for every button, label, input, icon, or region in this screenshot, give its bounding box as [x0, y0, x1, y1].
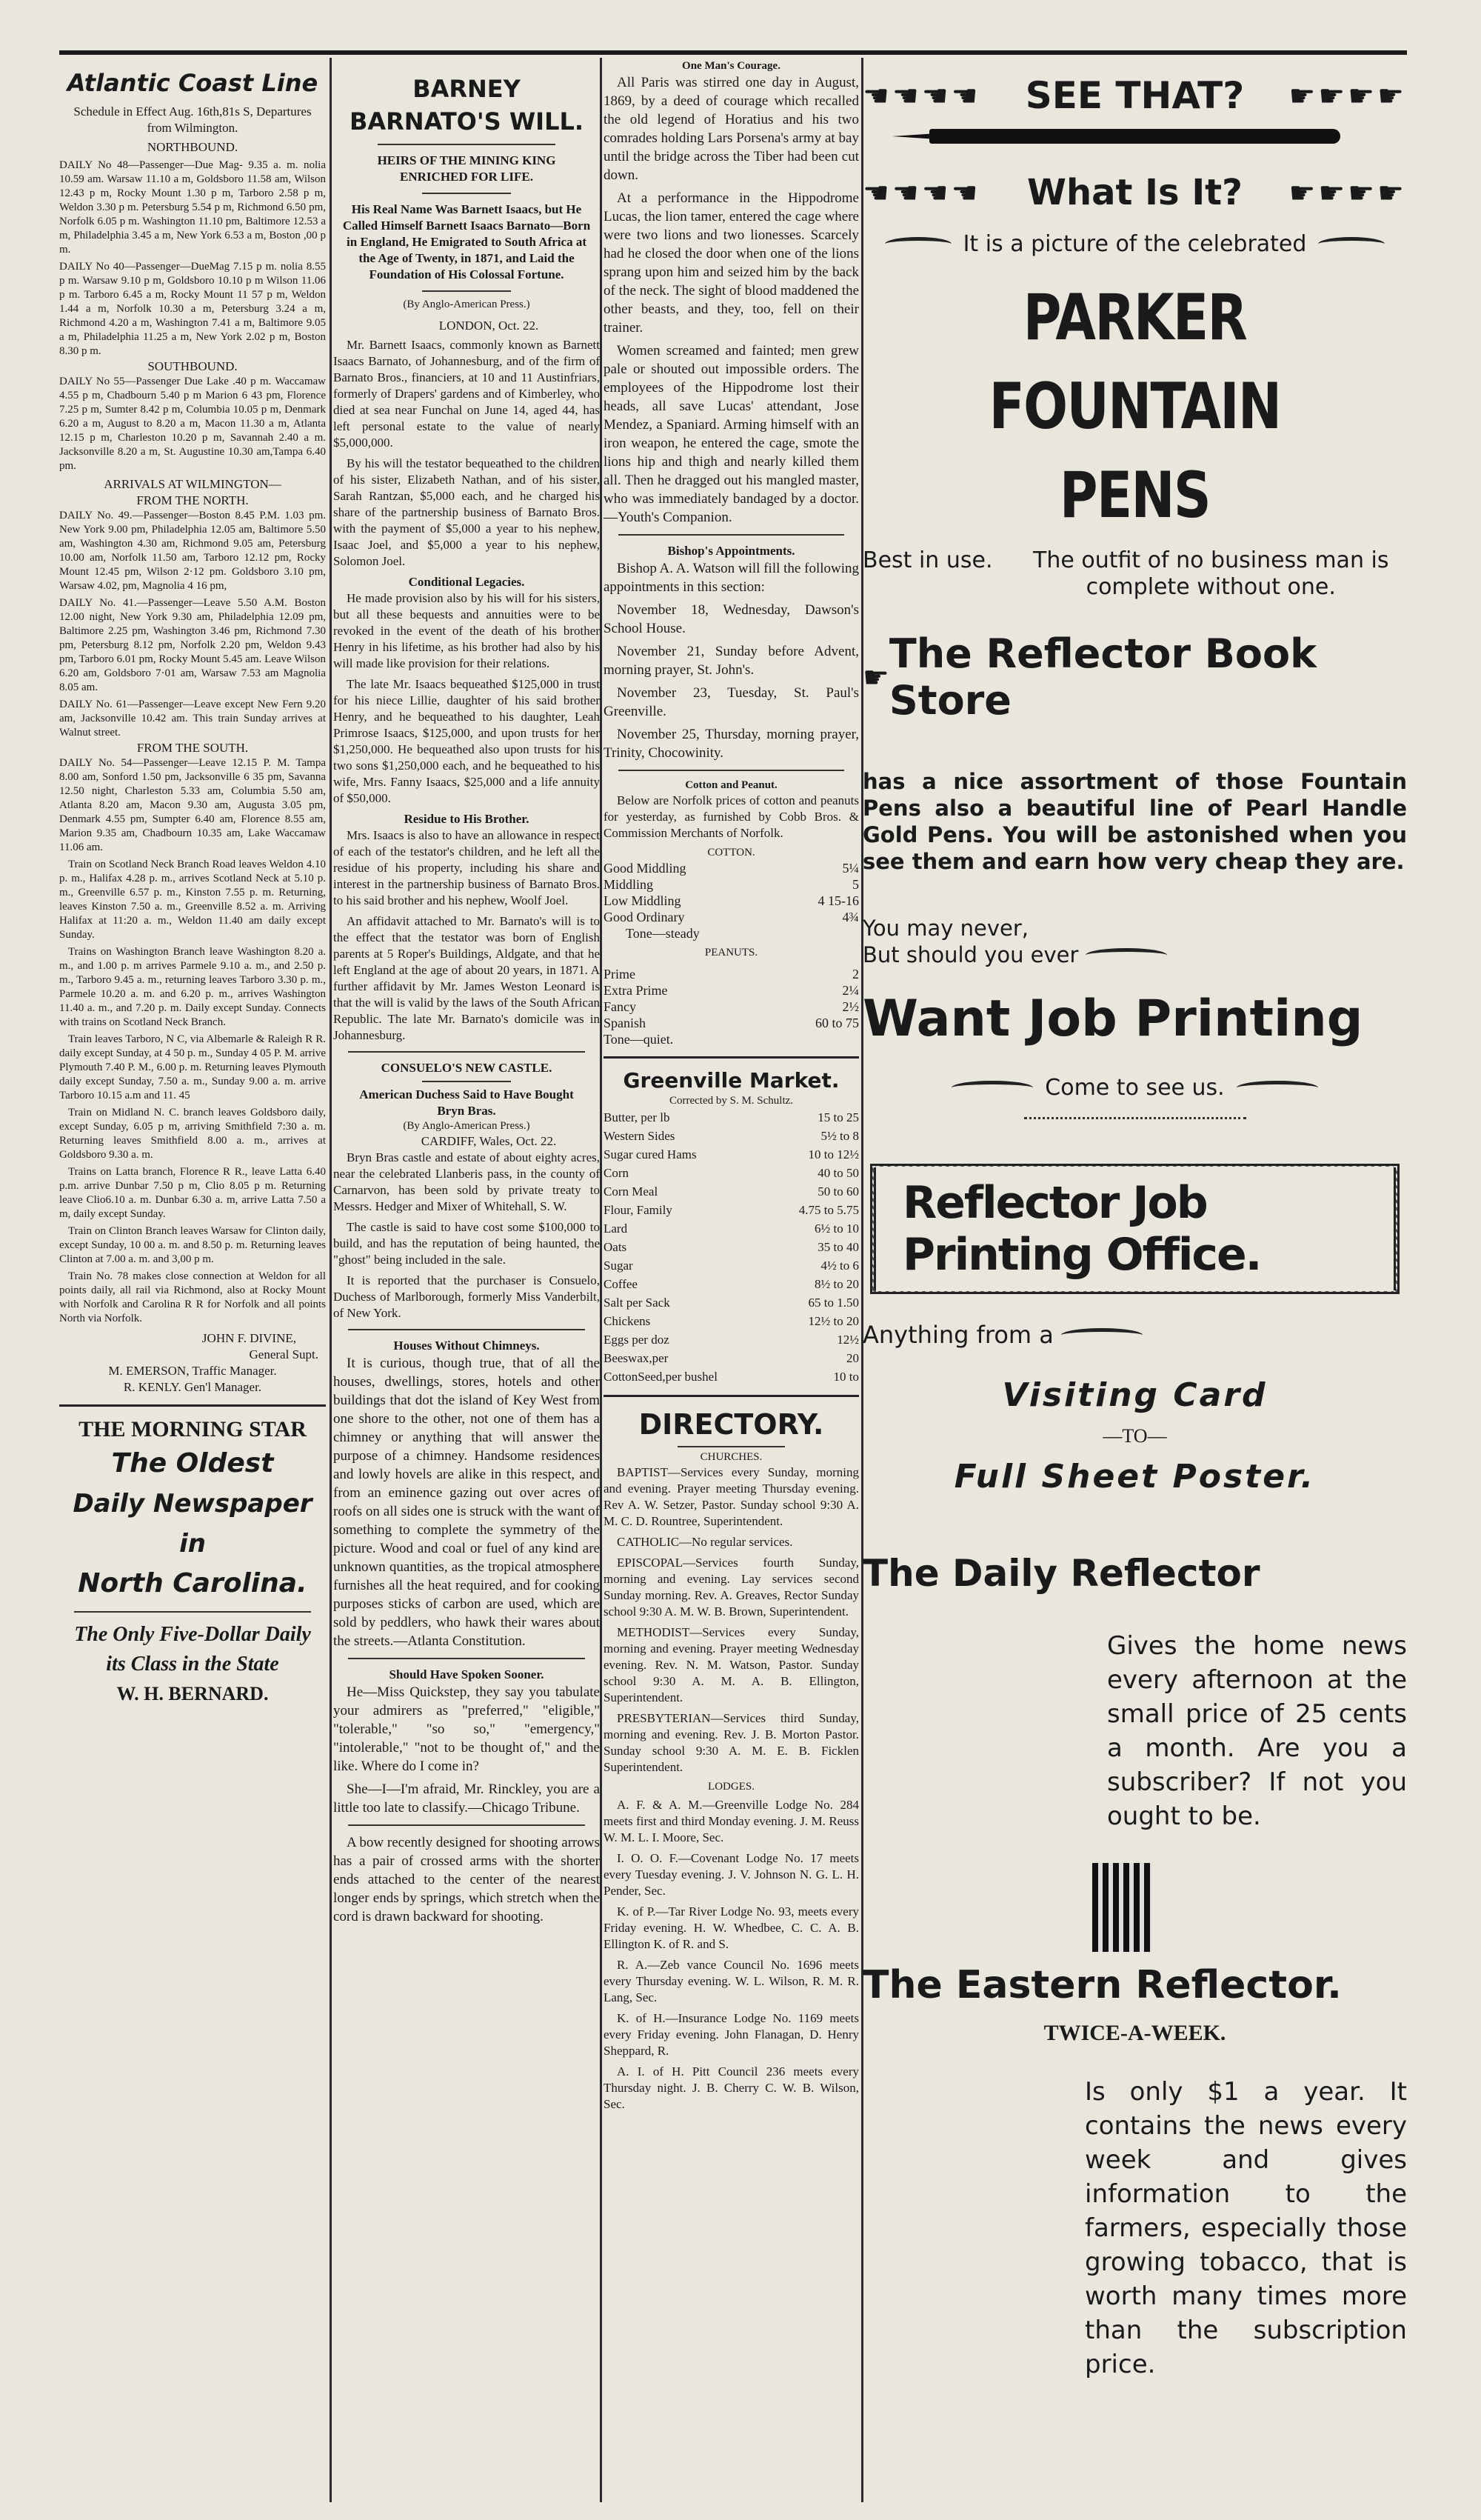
divider — [1024, 1117, 1246, 1119]
picture-line — [863, 231, 1407, 257]
morning-star-oldest: The Oldest — [111, 1448, 274, 1479]
pointing-hand-icon: ☛ — [863, 660, 889, 694]
divider — [618, 770, 844, 771]
see-that-banner — [863, 74, 1407, 117]
table-row: Butter, per lb 15 to 25 — [604, 1110, 859, 1124]
article-bishop — [604, 559, 859, 762]
article-paragraph: Mr. Barnett Isaacs, commonly known as Barnett Isaacs Barnato, of Johannesburg, and of the firm of Barnato Bros., financiers, at 10 and 11 Austinfriars, formerly of Drapers' gardens and of Kimberley, who died at sea near Funchal on June 14, aged 44, has left personal estate to the value of nearly $5,000,000. — [333, 338, 600, 450]
job-printing-office: Reflector Job Printing Office. — [876, 1167, 1394, 1291]
list-item: METHODIST—Services every Sunday, morning and evening. Prayer meeting Wednesday evening. Rev. N. M. Watson, Pastor. Sunday school 9:30 A. M. A. B. Ellington, Superintendent. — [604, 1625, 859, 1704]
never-line-2-row — [863, 941, 1407, 968]
article-paragraph: The castle is said to have cost some $100,000 to build, and has the reputation of being haunted, the "ghost" being included in the sale. — [333, 1220, 600, 1267]
daily-reflector-body: Gives the home news every afternoon at the small price of 25 cents a month. Are you a subscriber? If not you ought to be. — [1107, 1631, 1407, 1831]
schedule-entry: DAILY No. 54—Passenger—Leave 12.15 P. M. Tampa 8.00 am, Sonford 1.50 pm, Jacksonville 6 35 pm, Savanna 12.50 night, Charleston 5.33 am, Columbia 5.50 am, Atlanta 8.20 am, Macon 9.30 am, Augusta 3.05 pm, Denmark 4.55 pm, Sumpter 6.40 am, Florence 8.55 am, Marion 9.35 am, Chadbourn 10.35 am, Lake Waccamaw 11.06 am. — [59, 757, 326, 853]
flourish-icon — [1237, 1081, 1318, 1095]
branch-paragraph: Train on Midland N. C. branch leaves Goldsboro daily, except Sunday, 6.05 p m, arriving Smithfield 7:30 a. m. Returning leaves Smithfield 8.00 a. m., arrives at Goldsboro 9.30 a. m. — [59, 1107, 326, 1161]
branch-paragraph: Train on Clinton Branch leaves Warsaw for Clinton daily, except Sunday, 10 00 a. m. and 8.50 p. m. Returning leaves Clinton at 7.00 a. m. and 3,00 p m. — [59, 1225, 326, 1265]
table-row: Tone—quiet. — [604, 1032, 674, 1047]
signature: General Supt. — [249, 1347, 318, 1361]
market-intro: Below are Norfolk prices of cotton and peanuts for yesterday, as furnished by Cobb Bros. & Commission Merchants of Norfolk. — [604, 793, 859, 840]
schedule-entry: DAILY No 48—Passenger—Due Mag- 9.35 a. m. nolia 10.59 am. Warsaw 11.10 a m, Goldsboro 11.58 am, Wilson 12.43 p m, Rocky Mount 1.30 p m, Tarboro 2.58 p m, Weldon 3.30 p m. Petersburg 5.54 p m, Richmond 6.50 pm, Norfolk 6.05 p m. Washington 11.10 pm, Baltimore 12.53 a m, Philadelphia 3.45 a m, New York 6.53 a m, Boston ,00 p m. — [59, 159, 326, 256]
table-row: Sugar cured Hams 10 to 12½ — [604, 1147, 859, 1161]
book-store-body: has a nice assortment of those Fountain Pens also a beautiful line of Pearl Handle Gold Pens. You will be astonished when you see them and earn how very cheap they are. — [863, 769, 1407, 874]
headline-greenville-market: Greenville Market. — [623, 1068, 840, 1093]
flourish-icon — [1061, 1328, 1143, 1342]
article-paragraph: All Paris was stirred one day in August, 1869, by a deed of courage which recalled the old legend of Horatius and his two comrades holding Lars Porsena's army at bay until the bridge across the Tiber had been cut down. — [604, 75, 859, 183]
pointing-hand-icon: ☛☛☛☛ — [1288, 79, 1407, 113]
fountain-pen-icon — [877, 123, 1392, 150]
article-paragraph: He made provision also by his will for his sisters, but all these bequests and annuities were to be revoked in the event of the death of his brother Henry in his lifetime, as his brother had also by his will made like provision for their relations. — [333, 591, 600, 670]
table-row: CottonSeed,per bushel 10 to — [604, 1370, 859, 1384]
market-table — [604, 1108, 859, 1386]
arrivals-heading: ARRIVALS AT WILMINGTON— — [104, 477, 281, 491]
column-news — [333, 59, 600, 1930]
list-item: PRESBYTERIAN—Services third Sunday, morning and evening. Rev. J. B. Morton Pastor. Sunday school 9:30 A. M. E. B. Ficklen Superintendent. — [604, 1711, 859, 1774]
peanuts-table — [604, 966, 859, 1047]
morning-star-daily: Daily Newspaper in — [73, 1489, 312, 1559]
cotton-table — [604, 860, 859, 941]
never-line-2: But should you ever — [863, 942, 1079, 967]
list-item: K. of H.—Insurance Lodge No. 1169 meets every Friday evening. John Flanagan, D. Henry Sheppard, R. — [604, 2011, 859, 2058]
see-that-text: SEE THAT? — [1025, 74, 1245, 117]
decorative-ornament — [1092, 1863, 1151, 1952]
come-to-see: Come to see us. — [1045, 1075, 1225, 1101]
branch-paragraph: Train leaves Tarboro, N C, via Albemarle & Raleigh R R. daily except Sunday, at 4 50 p. m., Sunday 4 05 P. M. arrive Plymouth 7.40 P. M., 6.00 p. m. Returning leaves Plymouth daily except Sunday, 7.50 a. m., Sunday 9.00 a. m. arrive Tarboro 10.15 a.m and 11. 45 — [59, 1033, 326, 1101]
subheadline-barnato: HEIRS OF THE MINING KING ENRICHED FOR LIFE. — [377, 153, 556, 184]
table-row: Prime 2 — [604, 967, 859, 981]
list-item: I. O. O. F.—Covenant Lodge No. 17 meets every Tuesday evening. J. V. Johnson N. G. L. H. Pender, Sec. — [604, 1851, 859, 1898]
railroad-title: Atlantic Coast Line — [67, 69, 318, 97]
eastern-reflector-body: Is only $1 a year. It contains the news every week and gives information to the farmers, especially those growing tobacco, that is worth many times more than the subscription price. — [1085, 2077, 1407, 2379]
table-row: Extra Prime 2¼ — [604, 983, 859, 998]
signature: JOHN F. DIVINE, — [201, 1331, 296, 1345]
branch-paragraph: Trains on Washington Branch leave Washington 8.20 a. m., and 1.00 p. m arrives Parmele 9.10 a. m., and 2.50 p. m., Tarboro 9.45 a. m., returning leaves Tarboro 3.30 p. m., Parmele 10.20 a. m. and 6.20 p. m., arrives Washington 11.40 a. m., and 7.20 p. m. Daily except Sunday. Connects with trains on Scotland Neck Branch. — [59, 946, 326, 1028]
list-item: BAPTIST—Services every Sunday, morning and evening. Prayer meeting Thursday evening. Rev A. W. Setzer, Pastor. Sunday school 9:30 A. M. C. D. Rountree, Superintendent. — [604, 1465, 859, 1528]
parker-fountain-pens: PARKER FOUNTAIN PENS — [989, 281, 1281, 533]
article-subhead: Residue to His Brother. — [404, 812, 529, 826]
schedule-entry: DAILY No. 49.—Passenger—Boston 8.45 P.M. 1.03 pm. New York 9.00 pm, Philadelphia 12.05 am, Baltimore 5.50 am, Washington 4.30 am, Richmond 9.05 am, Petersburg 10.00 am, Norfolk 11.50 am, Tarboro 12.12 pm, Rocky Mount 12.45 pm, Wilson 2·12 pm. Goldsboro 3.10 pm, Warsaw 4.02, pm, Magnolia 4 16 pm, — [59, 510, 326, 592]
best-in-use-block — [863, 547, 1407, 601]
directory-lodges — [604, 1797, 859, 2113]
to-text: —TO— — [1103, 1425, 1167, 1447]
pointing-hand-icon: ☛☛☛☛ — [1288, 176, 1407, 210]
peanuts-heading: PEANUTS. — [704, 947, 758, 959]
divider — [678, 1446, 785, 1447]
schedule-entry: DAILY No. 41.—Passenger—Leave 5.50 A.M. Boston 12.00 night, New York 9.30 am, Philadelphia 12.09 pm, Baltimore 2.25 pm, Washington 3.46 pm, Richmond 7.30 pm, Petersburg 8.12 pm, Norfolk 2.20 pm, Weldon 9.43 pm, Tarboro 6.01 pm, Rocky Mount 5.45 am. Leave Wilson 6.20 am, Goldsboro 7·01 am, Warsaw 7.53 am Magnolia 8.05 am. — [59, 597, 326, 693]
article-paragraph: It is curious, though true, that of all the houses, dwellings, stores, hotels and other buildings that dot the island of Key West from one shore to the other, not one of them has a chimney or anything that will answer the purpose of a chimney. Handsome residences and lowly hovels are alike in this respect, and from an eminence gazing out over acres of roofs on all sides one is struck with the want of something to complete the symmetry of the picture. Wood and coal or fuel of any kind are unknown quantities, as the tropical atmosphere furnishes all the heat required, and for cooking purposes sticks of carbon are used, which are sold by peddlers, who hawk their wares about the streets.—Atlanta Constitution. — [333, 1356, 600, 1649]
table-row: Low Middling 4 15-16 — [604, 893, 859, 908]
divider — [348, 1824, 585, 1826]
article-paragraph: By his will the testator bequeathed to the children of his sister, Elizabeth Nathan, and of his sister, Sarah Rantzan, $5,000 each, and he charged his share of the partnership business of Barnato Bros. with the payment of $5,000 a year to his nephew, Isaac Joel, and $5,000 a year to his nephew, Solomon Joel. — [333, 456, 600, 568]
headline-directory: DIRECTORY. — [638, 1408, 824, 1441]
article-paragraph: November 21, Sunday before Advent, morning prayer, St. John's. — [604, 644, 859, 678]
cotton-heading: COTTON. — [707, 847, 755, 859]
article-consuelo — [333, 1150, 600, 1321]
pointing-hand-icon: ☚☚☚☚ — [863, 79, 981, 113]
article-paragraph: He—Miss Quickstep, they say you tabulate your admirers as "preferred," "eligible," "tolerable," "so so," "emergency," "intolerable," "not to be thought of," and the like. Where do I come in? — [333, 1684, 600, 1774]
headline-chimneys: Houses Without Chimneys. — [393, 1339, 540, 1353]
twice-a-week: TWICE-A-WEEK. — [1043, 2021, 1226, 2045]
market-corrected-by: Corrected by S. M. Schultz. — [669, 1095, 794, 1107]
column-rule — [330, 58, 332, 2502]
divider — [74, 1611, 311, 1613]
list-item: EPISCOPAL—Services fourth Sunday, morning and evening. Lay services second Sunday morning. Rev. A. Greaves, Rector Sunday school 9:30 A. M. W. B. Brown, Superintendent. — [604, 1556, 859, 1619]
divider — [59, 1404, 326, 1407]
dateline: CARDIFF, Wales, Oct. 22. — [421, 1134, 557, 1148]
article-paragraph: It is reported that the purchaser is Consuelo, Duchess of Marlborough, formerly Miss Vanderbilt, of New York. — [333, 1273, 600, 1320]
anything-text: Anything from a — [863, 1321, 1054, 1349]
article-paragraph: Women screamed and fainted; men grew pale or shouted out impossible orders. The employees of the Hippodrome lost their heads, all save Lucas' attendant, Jose Mendez, a Spaniard. Arming himself with an iron weapon, he entered the cage, smote the lions hip and thigh and nearly killed them all. Then he dragged out his mangled master, who was immediately bandaged by a doctor.—Youth's Companion. — [604, 343, 859, 525]
visiting-card: Visiting Card — [1002, 1376, 1268, 1414]
from-south-heading: FROM THE SOUTH. — [136, 741, 249, 755]
branch-paragraph: Trains on Latta branch, Florence R R., leave Latta 6.40 p.m. arrive Dunbar 7.50 p m, Clio 8.05 p m. Returning leave Clio6.10 a. m. Dunbar 6.30 a. m, arrive Latta 7.50 a m, daily except Sunday. — [59, 1166, 326, 1220]
table-row: Fancy 2½ — [604, 999, 859, 1014]
article-paragraph: The late Mr. Isaacs bequeathed $125,000 in trust for his niece Lillie, daughter of his said brother Henry, and he bequeathed to his daughter, Leah Primrose Isaacs, $125,000, and upon trusts for her $1,250,000. He bequeathed also upon trusts for his two sons $1,250,000 each, and he bequeathed to his wife, Mrs. Fanny Isaacs, $25,000 and a life annuity of $50,000. — [333, 677, 600, 805]
article-paragraph: November 18, Wednesday, Dawson's School House. — [604, 602, 859, 636]
press-credit: (By Anglo-American Press.) — [403, 1120, 530, 1132]
flourish-icon — [1318, 237, 1385, 251]
headline-cotton-peanut: Cotton and Peanut. — [685, 779, 778, 791]
pointing-hand-icon: ☚☚☚☚ — [863, 176, 981, 210]
list-item: A. F. & A. M.—Greenville Lodge No. 284 meets first and third Monday evening. J. M. Reuss W. M. L. I. Moore, Sec. — [604, 1798, 859, 1844]
lodges-heading: LODGES. — [708, 1781, 755, 1793]
article-paragraph: Bryn Bras castle and estate of about eighty acres, near the celebrated Llanberis pass, in the county of Carnarvon, has been sold by private treaty to Messrs. Hedger and Mixer of Whitehall, S. W. — [333, 1150, 600, 1213]
schedule-notice: Schedule in Effect Aug. 16th,81s S, Departures from Wilmington. — [73, 104, 312, 135]
morning-star-title: THE MORNING STAR — [78, 1417, 307, 1441]
dateline: LONDON, Oct. 22. — [438, 319, 539, 333]
table-row: Good Ordinary 4¾ — [604, 910, 859, 924]
article-barnato — [333, 337, 600, 1044]
headline-consuelo: CONSUELO'S NEW CASTLE. — [381, 1061, 552, 1075]
deck-barnato: His Real Name Was Barnett Isaacs, but He Called Himself Barnett Isaacs Barnato—Born in England, He Emigrated to South Africa at the Age of Twenty, in 1871, and Laid the Foundation of His Colossal Fortune. — [342, 202, 591, 281]
headline-bishop: Bishop's Appointments. — [667, 544, 795, 558]
come-to-see-row — [863, 1075, 1407, 1101]
what-is-it-banner — [863, 172, 1407, 213]
picture-text: It is a picture of the celebrated — [963, 231, 1307, 257]
churches-heading: CHURCHES. — [700, 1451, 763, 1463]
subheadline-consuelo: American Duchess Said to Have Bought Bryn Bras. — [359, 1087, 574, 1118]
column-railroad-schedule — [59, 59, 326, 1709]
table-row: Salt per Sack 65 to 1.50 — [604, 1296, 859, 1310]
morning-star-signature: W. H. BERNARD. — [116, 1683, 269, 1704]
article-paragraph: A bow recently designed for shooting arrows has a pair of crossed arms with the shorter ends attached to the center of the nearest longer ends by springs, which stretch when the cord is drawn backward for shooting. — [333, 1835, 600, 1924]
table-row: Good Middling 5¼ — [604, 861, 859, 876]
morning-star-only: The Only Five-Dollar Daily — [74, 1623, 311, 1646]
what-is-it-text: What Is It? — [1027, 172, 1243, 213]
divider — [378, 144, 555, 145]
flourish-icon — [885, 237, 952, 251]
morning-star-class: its Class in the State — [106, 1653, 279, 1676]
divider — [618, 534, 844, 536]
headline-courage: One Man's Courage. — [682, 60, 780, 72]
morning-star-nc: North Carolina. — [78, 1568, 307, 1599]
job-printing-office-box — [870, 1164, 1400, 1294]
daily-reflector-title: The Daily Reflector — [863, 1552, 1260, 1595]
article-paragraph: At a performance in the Hippodrome Lucas, the lion tamer, entered the cage where were two lions and two lionesses. Scarcely had he closed the door when one of the lions sprang upon him and seized him by the back of the neck. The sight of blood maddened the other beasts, and they, too, fell on their trainer. — [604, 190, 859, 336]
full-sheet-poster: Full Sheet Poster. — [954, 1458, 1316, 1496]
book-store-banner — [863, 630, 1407, 724]
never-line-1: You may never, — [863, 916, 1029, 941]
column-local — [604, 59, 859, 2117]
table-row: Chickens 12½ to 20 — [604, 1314, 859, 1328]
table-row: Oats 35 to 40 — [604, 1240, 859, 1254]
table-row: Corn Meal 50 to 60 — [604, 1184, 859, 1199]
table-row: Eggs per doz 12½ — [604, 1333, 859, 1347]
column-rule — [600, 58, 602, 2502]
table-row: Flour, Family 4.75 to 5.75 — [604, 1203, 859, 1217]
article-paragraph: November 25, Thursday, morning prayer, Trinity, Chocowinity. — [604, 727, 859, 761]
table-row: Coffee 8½ to 20 — [604, 1277, 859, 1291]
book-store-title: The Reflector Book Store — [889, 630, 1317, 724]
southbound-heading: SOUTHBOUND. — [147, 359, 238, 373]
table-row: Sugar 4½ to 6 — [604, 1259, 859, 1273]
table-row: Lard 6½ to 10 — [604, 1221, 859, 1236]
table-row: Western Sides 5½ to 8 — [604, 1129, 859, 1143]
schedule-entry: DAILY No 55—Passenger Due Lake .40 p m. Waccamaw 4.55 p m, Chadbourn 5.40 p m Marion 6 43 pm, Florence 7.25 p m, Sumter 8.42 p m, Columbia 10.05 p m, Denmark 6.20 a m, August to 8.20 a m, Macon 11.30 a m, Atlanta 12.15 p m, Charleston 10.20 p m, Savannah 2.40 a m. Jacksonville 8.20 a m, St. Augustine 10.30 am,Tampa 6.40 pm. — [59, 376, 326, 472]
table-row: Beeswax,per 20 — [604, 1351, 859, 1365]
list-item: K. of P.—Tar River Lodge No. 93, meets every Friday evening. H. W. Whedbee, C. C. A. B. Ellington K. of R. and S. — [604, 1904, 859, 1951]
article-paragraph: Bishop A. A. Watson will fill the following appointments in this section: — [604, 561, 859, 595]
divider — [422, 193, 511, 194]
northbound-heading: NORTHBOUND. — [147, 140, 238, 154]
article-paragraph: An affidavit attached to Mr. Barnato's will is to the effect that the testator was born of English parents at 5 Roper's Buildings, Aldgate, and that he left England at the age of about 20 years, in 1871. A further affidavit by Mr. James Weston Leonard is that the will is valid by the laws of the South African Republic. The late Mr. Barnato's domicile was in Johannesburg. — [333, 914, 600, 1042]
article-paragraph: Mrs. Isaacs is also to have an allowance in respect of each of the testator's children, and he left all the residue of his property, including his share and interest in the partnership business of Barnato Bros. to his said brother and his nephew, Woolf Joel. — [333, 828, 600, 907]
divider — [422, 1081, 511, 1082]
best-in-use: Best in use. — [863, 547, 993, 573]
table-row: Tone—steady — [626, 926, 700, 941]
article-subhead: Conditional Legacies. — [408, 575, 525, 589]
from-north-heading: FROM THE NORTH. — [136, 493, 249, 507]
signature: M. EMERSON, Traffic Manager. — [108, 1364, 277, 1378]
headline-barnato: BARNEY BARNATO'S WILL. — [349, 75, 584, 136]
schedule-entry: DAILY No. 61—Passenger—Leave except New Fern 9.20 am, Jacksonville 10.42 am. This train Sunday arrives at Walnut street. — [59, 699, 326, 739]
schedule-entry: DAILY No 40—Passenger—DueMag 7.15 p m. nolia 8.55 p m. Warsaw 9.10 p m, Goldsboro 10.10 p m Wilson 11.06 p m. Tarboro 6.45 a m, Rocky Mount 11 57 p m, Weldon 1.44 a m, Norfolk 10.30 a m, Petersburg 3.24 a m, Richmond 4.20 a m, Washington 7.41 a m, Baltimore 9.05 a m, Philadelphia 11.25 a m, New York 2.02 p m, Boston 8.30 p m. — [59, 261, 326, 357]
article-courage — [604, 73, 859, 527]
list-item: R. A.—Zeb vance Council No. 1696 meets every Thursday evening. W. L. Wilson, R. M. R. Lang, Sec. — [604, 1958, 859, 2004]
top-rule — [59, 50, 1407, 55]
table-row: Middling 5 — [604, 877, 859, 892]
flourish-icon — [952, 1081, 1033, 1095]
divider — [348, 1329, 585, 1330]
article-paragraph: November 23, Tuesday, St. Paul's Greenville. — [604, 685, 859, 719]
article-paragraph: She—I—I'm afraid, Mr. Rinckley, you are a little too late to classify.—Chicago Tribune. — [333, 1781, 600, 1816]
table-row: Spanish 60 to 75 — [604, 1016, 859, 1030]
column-advertisements — [863, 59, 1407, 2381]
eastern-reflector-title: The Eastern Reflector. — [863, 1963, 1342, 2007]
list-item: A. I. of H. Pitt Council 236 meets every Thursday night. J. B. Cherry C. W. B. Wilson, Sec. — [604, 2064, 859, 2111]
table-row: Corn 40 to 50 — [604, 1166, 859, 1180]
branch-paragraph: Train on Scotland Neck Branch Road leaves Weldon 4.10 p. m., Halifax 4.28 p. m., arrives Scotland Neck at 5.10 p. m., Greenville 6.57 p. m., Kinston 7.55 p. m. Returning, leaves Kinston 7.50 a. m., Greenville 8.52 a. m. Arriving Halifax at 11:20 a. m., Weldon 11.40 am daily except Sunday. — [59, 859, 326, 941]
divider — [604, 1395, 859, 1397]
flourish-icon — [1086, 948, 1167, 962]
branch-paragraph: Train No. 78 makes close connection at Weldon for all points daily, all rail via Richmond, also at Rocky Mount with Norfolk and Carolina R R for Norfolk and all points North via Norfolk. — [59, 1270, 326, 1324]
divider — [604, 1056, 859, 1059]
divider — [348, 1658, 585, 1659]
divider — [422, 290, 511, 292]
directory-churches — [604, 1464, 859, 1776]
outfit-text: The outfit of no business man is complete without one. — [1033, 547, 1389, 600]
list-item: CATHOLIC—No regular services. — [617, 1535, 793, 1549]
press-credit: (By Anglo-American Press.) — [403, 299, 530, 310]
headline-spoken-sooner: Should Have Spoken Sooner. — [389, 1667, 544, 1681]
divider — [348, 1051, 585, 1053]
signature: R. KENLY. Gen'l Manager. — [123, 1380, 262, 1394]
want-job-printing: Want Job Printing — [863, 990, 1363, 1048]
anything-row — [863, 1321, 1407, 1349]
